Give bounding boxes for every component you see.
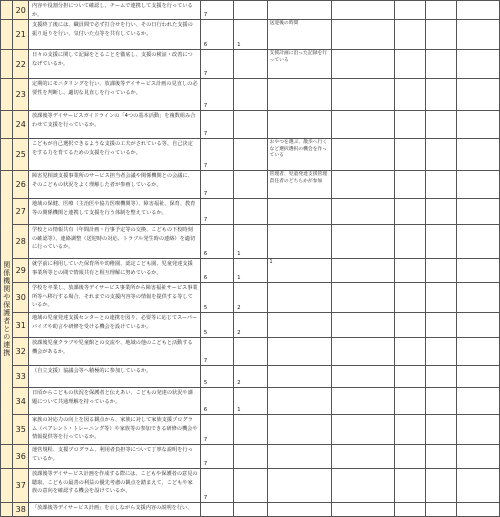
question-cell-text: 放課後児童クラブや児童館との交流や、地域の他のこどもと活動する機会があるか。 (31, 340, 193, 355)
table-row (1, 171, 500, 199)
improvement-cell (331, 111, 394, 139)
answer-no-count (234, 283, 267, 313)
question-cell (28, 283, 200, 313)
section-label-char: や (3, 292, 11, 301)
comment-cell (267, 503, 331, 517)
answer-yes-count (200, 283, 233, 313)
blank-cell (456, 415, 499, 445)
section-label (1, 171, 13, 445)
section-label-char: 者 (3, 316, 11, 325)
comment-cell (267, 259, 331, 283)
answer-yes-count-text: 5 (203, 380, 208, 386)
answer-yes-count (200, 469, 233, 503)
row-number-text: 33 (15, 372, 26, 381)
question-cell-text: 放課後等デイサービス計画を作成する際には、こどもや保護者の意見の聴取、こどもの最善の利益の優先考慮の観点を踏まえて、こどもや家族の意向を確認する機会を設けているか。 (31, 471, 198, 494)
answer-no-count (234, 366, 267, 388)
blank-cell (456, 313, 499, 338)
answer-yes-count (200, 225, 233, 259)
comment-cell (267, 171, 331, 199)
answer-no-count-text: 2 (237, 380, 241, 386)
blank-cell (426, 366, 457, 388)
blank-cell (456, 199, 499, 225)
blank-cell (426, 313, 457, 338)
row-number-text: 30 (15, 293, 26, 302)
question-cell (28, 366, 200, 388)
table-row (1, 199, 500, 225)
answer-no-count (234, 1, 267, 20)
question-cell-text: 家族の対応力の向上を図る観点から、家族に対して家族支援プログラム（ペアレント・トレーニング等）や家族等の参加できる研修の機会や情報提供等を行っているか。 (31, 417, 198, 440)
blank-cell (426, 283, 457, 313)
improvement-cell (331, 199, 394, 225)
blank-cell (395, 469, 426, 503)
blank-cell (456, 259, 499, 283)
question-cell (28, 225, 200, 259)
row-number-text: 35 (15, 425, 26, 434)
answer-no-count-text: 2 (237, 305, 241, 311)
section-label-char: と (3, 324, 11, 333)
table-row (1, 313, 500, 338)
answer-yes-count (200, 1, 233, 20)
section-cell (1, 503, 13, 517)
comment-cell-text: 1 (269, 260, 273, 265)
blank-cell (456, 469, 499, 503)
answer-no-count (234, 338, 267, 366)
table-row (1, 366, 500, 388)
answer-yes-count-text: 5 (203, 305, 208, 311)
blank-cell (426, 171, 457, 199)
question-cell-text: （自立支援）協議会等へ積極的に参加しているか。 (31, 368, 152, 374)
question-cell-text: こどもが自己選択できるような支援の工夫がされている等、自己決定をする力を育てるための支援を行っているか。 (31, 141, 193, 156)
table-row (1, 79, 500, 111)
row-number (13, 366, 29, 388)
answer-no-count (234, 259, 267, 283)
section-cell (1, 469, 13, 503)
blank-cell (395, 415, 426, 445)
answer-no-count (234, 415, 267, 445)
answer-no-count (234, 225, 267, 259)
row-number-text: 28 (15, 237, 26, 246)
comment-cell (267, 225, 331, 259)
answer-yes-count (200, 171, 233, 199)
comment-cell-text: 支援計画に沿った記録を行っている (269, 51, 328, 63)
section-label-char: 保 (3, 300, 11, 309)
comment-cell (267, 20, 331, 50)
question-cell (28, 199, 200, 225)
row-number-text: 37 (15, 481, 26, 490)
answer-yes-count-text: 6 (203, 275, 208, 281)
question-cell (28, 139, 200, 171)
comment-cell (267, 1, 331, 20)
blank-cell (456, 139, 499, 171)
blank-cell (456, 388, 499, 415)
table-row (1, 20, 500, 50)
blank-cell (395, 388, 426, 415)
answer-yes-count (200, 366, 233, 388)
improvement-cell (331, 50, 394, 79)
comment-cell (267, 366, 331, 388)
section-cell (1, 79, 13, 111)
question-cell (28, 313, 200, 338)
answer-no-count-text: 2 (237, 330, 241, 336)
answer-yes-count-text: 7 (203, 461, 208, 467)
row-number (13, 469, 29, 503)
blank-cell (456, 283, 499, 313)
blank-cell (426, 225, 457, 259)
row-number (13, 79, 29, 111)
improvement-cell (331, 503, 394, 517)
table-row (1, 445, 500, 469)
improvement-cell (331, 259, 394, 283)
blank-cell (426, 415, 457, 445)
table-row (1, 1, 500, 20)
question-cell (28, 171, 200, 199)
section-label-char: 連 (3, 340, 11, 349)
answer-yes-count (200, 199, 233, 225)
question-cell-text: 就学前に利用していた保育所や幼稚園、認定こども園、児童発達支援事業所等との間で情報共有と相互理解に努めているか。 (31, 261, 193, 276)
question-cell (28, 259, 200, 283)
blank-cell (456, 111, 499, 139)
blank-cell (426, 259, 457, 283)
blank-cell (395, 50, 426, 79)
question-cell-text: 内容や役割分担について確認し、チームで連携して支援を行っているか。 (31, 3, 193, 18)
comment-cell (267, 139, 331, 171)
blank-cell (395, 283, 426, 313)
row-number (13, 259, 29, 283)
improvement-cell (331, 445, 394, 469)
blank-cell (426, 139, 457, 171)
blank-cell (426, 388, 457, 415)
row-number-text: 23 (15, 90, 26, 99)
answer-yes-count (200, 445, 233, 469)
question-cell-text: 地域の児童発達支援センターとの連携を図り、必要等に応じてスーパーバイズや助言や研修を受ける機会を設けているか。 (31, 315, 198, 330)
row-number-text: 27 (15, 207, 26, 216)
question-cell-text: 定期的にモニタリングを行い、放課後等デイサービス計画の見直しの必要性を判断し、適切な見直しを行っているか。 (31, 81, 198, 96)
row-number-text: 32 (15, 347, 26, 356)
blank-cell (456, 79, 499, 111)
blank-cell (456, 503, 499, 517)
answer-no-count (234, 469, 267, 503)
answer-no-count (234, 445, 267, 469)
answer-yes-count-text: 7 (203, 495, 208, 501)
answer-no-count-text: 1 (237, 407, 241, 413)
question-cell (28, 503, 200, 517)
row-number-text: 22 (15, 59, 26, 69)
question-cell-text: 地域の保健、医療（主治医や協力医療機関等）、障害福祉、保育、教育等の関係機関と連携して支援を行う体制を整えているか。 (31, 201, 196, 216)
blank-cell (395, 503, 426, 517)
blank-cell (395, 139, 426, 171)
comment-cell (267, 313, 331, 338)
comment-cell-text: 送迎後の時間 (269, 21, 299, 26)
row-number (13, 171, 29, 199)
section-label-char: 関 (3, 260, 11, 269)
answer-yes-count-text: 7 (203, 131, 208, 137)
question-cell-text: 放課後等デイサービスガイドラインの「4つの基本活動」を複数組み合わせて支援を行っているか。 (31, 113, 196, 128)
answer-yes-count (200, 259, 233, 283)
question-cell (28, 469, 200, 503)
question-cell-text: 日々の支援に関して記録をとることを徹底し、支援の検証・改善につなげているか。 (31, 52, 193, 67)
row-number-text: 34 (15, 396, 26, 406)
blank-cell (426, 445, 457, 469)
blank-cell (456, 1, 499, 20)
answer-no-count (234, 79, 267, 111)
row-number (13, 20, 29, 50)
answer-no-count (234, 139, 267, 171)
answer-no-count (234, 388, 267, 415)
table-row (1, 283, 500, 313)
answer-no-count (234, 199, 267, 225)
table-row (1, 415, 500, 445)
blank-cell (426, 338, 457, 366)
blank-cell (395, 313, 426, 338)
blank-cell (395, 1, 426, 20)
answer-yes-count-text: 7 (203, 103, 208, 109)
blank-cell (426, 111, 457, 139)
table-row (1, 111, 500, 139)
row-number (13, 1, 29, 20)
section-cell (1, 139, 13, 171)
section-label-char: 係 (3, 268, 11, 277)
comment-cell (267, 283, 331, 313)
answer-yes-count-text: 7 (203, 191, 208, 197)
section-cell (1, 50, 13, 79)
improvement-cell (331, 139, 394, 171)
question-cell (28, 388, 200, 415)
answer-no-count (234, 111, 267, 139)
comment-cell (267, 469, 331, 503)
improvement-cell (331, 388, 394, 415)
answer-yes-count (200, 111, 233, 139)
section-label-char: 関 (3, 284, 11, 293)
question-cell (28, 445, 200, 469)
row-number-text: 36 (15, 452, 26, 461)
answer-no-count-text: 1 (237, 275, 241, 281)
answer-yes-count (200, 503, 233, 517)
row-number-text: 21 (15, 30, 26, 39)
answer-yes-count-text: 5 (203, 330, 208, 336)
section-label-char: 携 (3, 348, 11, 357)
blank-cell (395, 445, 426, 469)
blank-cell (456, 338, 499, 366)
question-cell (28, 111, 200, 139)
row-number (13, 503, 29, 517)
blank-cell (426, 1, 457, 20)
blank-cell (395, 225, 426, 259)
blank-cell (426, 469, 457, 503)
row-number-text: 29 (15, 266, 26, 275)
comment-cell-text: おやつを選ぶ、散歩へ行くなど選択選択の機会を作っている (269, 140, 328, 158)
blank-cell (426, 199, 457, 225)
section-label-char: 機 (3, 276, 11, 285)
answer-yes-count-text: 7 (203, 12, 208, 18)
blank-cell (395, 338, 426, 366)
answer-yes-count (200, 388, 233, 415)
question-cell-text: 運営規程、支援プログラム、利用者負担等について丁寧な説明を行っているか。 (31, 447, 193, 462)
blank-cell (456, 20, 499, 50)
blank-cell (456, 225, 499, 259)
row-number (13, 388, 29, 415)
improvement-cell (331, 283, 394, 313)
answer-no-count (234, 313, 267, 338)
answer-yes-count-text: 6 (203, 407, 208, 413)
answer-yes-count (200, 313, 233, 338)
question-cell (28, 79, 200, 111)
question-cell (28, 1, 200, 20)
improvement-cell (331, 225, 394, 259)
improvement-cell (331, 171, 394, 199)
row-number (13, 139, 29, 171)
comment-cell (267, 111, 331, 139)
row-number (13, 225, 29, 259)
question-cell-text: 障害児相談支援事業所のサービス担当者会議や関係機関との会議に、そのこどもの状況をよく理解した者が参画しているか。 (31, 173, 193, 188)
answer-yes-count (200, 415, 233, 445)
table-row (1, 338, 500, 366)
question-cell (28, 50, 200, 79)
table-row (1, 139, 500, 171)
improvement-cell (331, 415, 394, 445)
table-row (1, 50, 500, 79)
improvement-cell (331, 313, 394, 338)
row-number (13, 445, 29, 469)
table-row (1, 469, 500, 503)
answer-no-count-text: 1 (237, 251, 241, 257)
table-row (1, 388, 500, 415)
improvement-cell (331, 1, 394, 20)
question-cell-text: 学校を卒業し、放課後等デイサービス事業所から障害福祉サービス事業所等へ移行する場合、それまでの支援内容等の情報を提供する等しているか。 (31, 285, 198, 308)
comment-cell (267, 415, 331, 445)
question-cell-text: 学校との情報共有（年間計画・行事予定等の交換、こどもの下校時刻の確認等）、連絡調整（送迎時の対応、トラブル発生時の連絡）を適切に行っているか。 (31, 227, 196, 250)
answer-no-count-text: 1 (237, 42, 241, 48)
comment-cell (267, 79, 331, 111)
row-number-text: 24 (15, 120, 26, 129)
blank-cell (456, 366, 499, 388)
improvement-cell (331, 469, 394, 503)
answer-yes-count (200, 50, 233, 79)
section-cell (1, 20, 13, 50)
answer-yes-count-text: 7 (203, 358, 208, 364)
question-cell-text: 「放課後等デイサービス計画」を示しながら支援内容の説明を行い、 (31, 505, 193, 511)
blank-cell (395, 199, 426, 225)
row-number-text: 25 (15, 150, 26, 159)
row-number-text: 26 (15, 180, 26, 189)
comment-cell (267, 50, 331, 79)
improvement-cell (331, 20, 394, 50)
blank-cell (395, 79, 426, 111)
answer-yes-count-text: 6 (203, 251, 208, 257)
section-label-char: 護 (3, 308, 11, 317)
blank-cell (456, 50, 499, 79)
blank-cell (456, 445, 499, 469)
question-cell (28, 338, 200, 366)
answer-no-count (234, 20, 267, 50)
comment-cell (267, 199, 331, 225)
question-cell-text: 支援終了後には、職員間で必ず打合せを行い、その日行われた支援の振り返りを行い、気付いた点等を共有しているか。 (31, 22, 193, 37)
answer-yes-count (200, 20, 233, 50)
comment-cell-text: 管理者、児童発達支援管理責任者のどちらかが参加 (269, 172, 328, 184)
row-number (13, 50, 29, 79)
answer-no-count (234, 503, 267, 517)
row-number-text: 20 (15, 5, 26, 15)
answer-yes-count (200, 338, 233, 366)
blank-cell (395, 171, 426, 199)
row-number (13, 111, 29, 139)
row-number (13, 313, 29, 338)
question-cell (28, 20, 200, 50)
row-number-text: 31 (15, 320, 26, 330)
blank-cell (426, 50, 457, 79)
improvement-cell (331, 338, 394, 366)
improvement-cell (331, 79, 394, 111)
comment-cell (267, 388, 331, 415)
answer-yes-count (200, 139, 233, 171)
row-number-text: 38 (15, 505, 26, 514)
row-number (13, 199, 29, 225)
blank-cell (395, 111, 426, 139)
row-number (13, 283, 29, 313)
blank-cell (426, 20, 457, 50)
blank-cell (395, 259, 426, 283)
blank-cell (395, 366, 426, 388)
blank-cell (395, 20, 426, 50)
question-cell-text: 日頃からこどもの状況を保護者と伝えあい、こどもの発達の状況や課題について共通理解を持っているか。 (31, 390, 193, 405)
comment-cell (267, 338, 331, 366)
comment-cell (267, 445, 331, 469)
answer-yes-count (200, 79, 233, 111)
row-number (13, 338, 29, 366)
section-cell (1, 111, 13, 139)
section-cell (1, 445, 13, 469)
blank-cell (456, 171, 499, 199)
question-cell (28, 415, 200, 445)
row-number (13, 415, 29, 445)
answer-yes-count-text: 7 (203, 437, 208, 443)
answer-yes-count-text: 6 (203, 42, 208, 48)
blank-cell (426, 503, 457, 517)
answer-yes-count-text: 7 (203, 217, 208, 223)
table-row (1, 225, 500, 259)
section-label-char: の (3, 332, 11, 341)
answer-no-count (234, 171, 267, 199)
answer-no-count (234, 50, 267, 79)
answer-yes-count-text: 7 (203, 163, 208, 169)
section-cell (1, 1, 13, 20)
blank-cell (426, 79, 457, 111)
improvement-cell (331, 366, 394, 388)
answer-yes-count-text: 7 (203, 71, 208, 77)
table-row (1, 503, 500, 517)
table-row (1, 259, 500, 283)
